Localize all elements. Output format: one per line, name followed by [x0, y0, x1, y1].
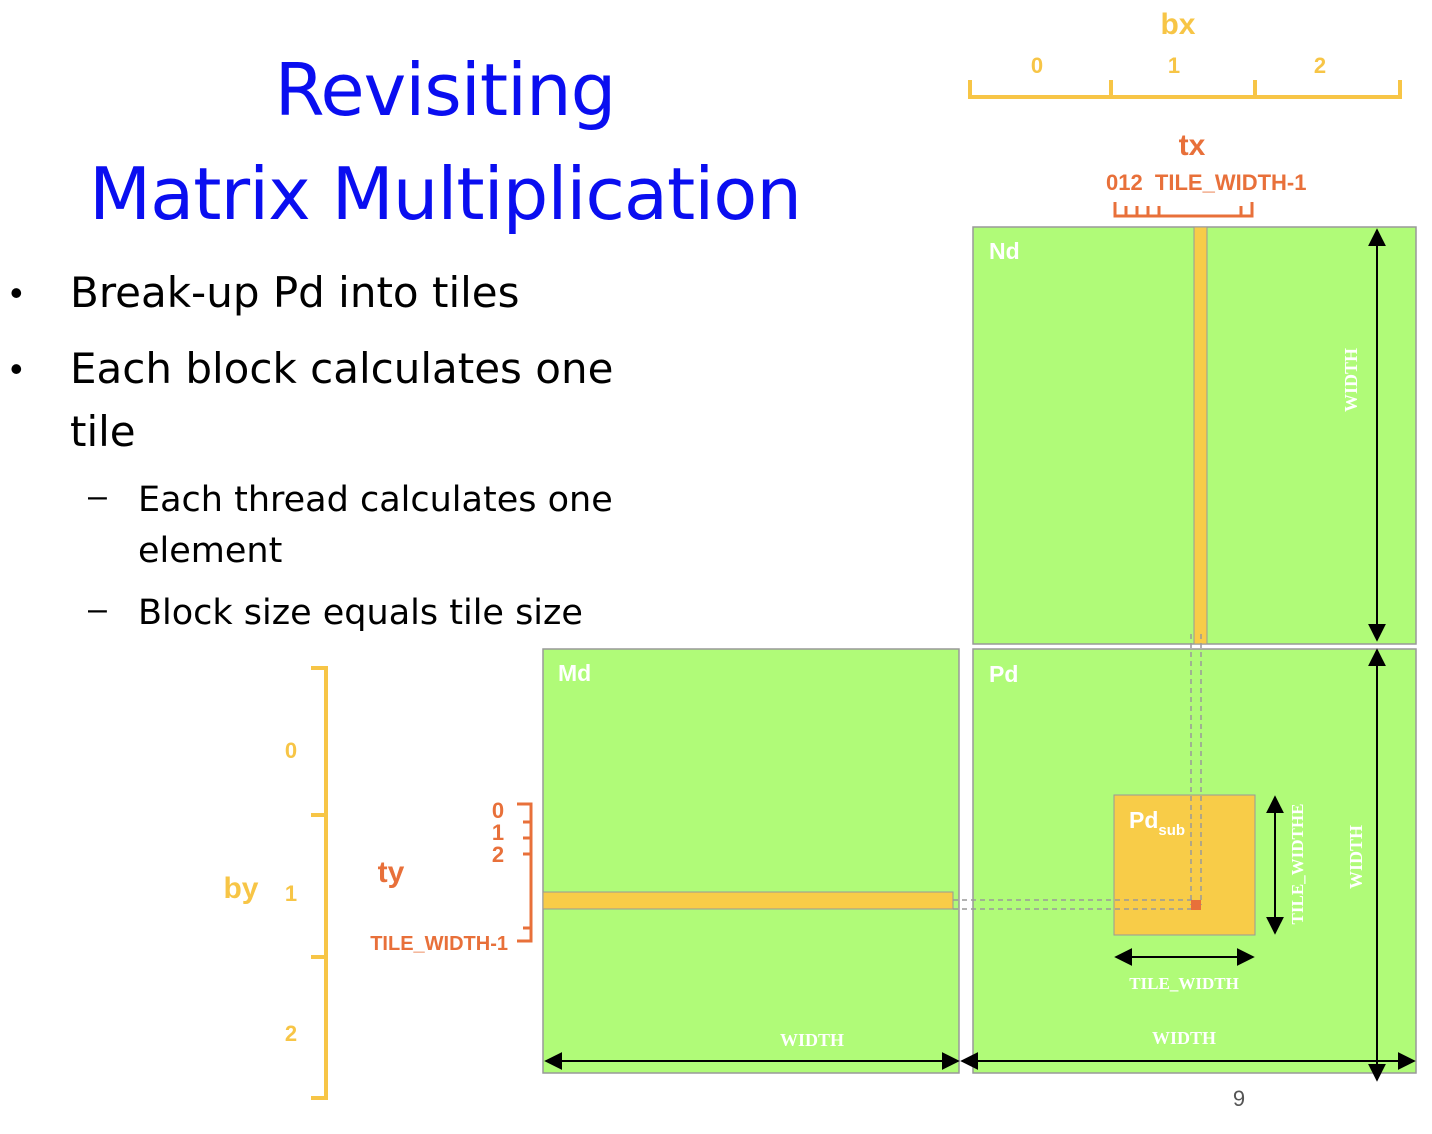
bullet-2-text-line1: Each block calculates one [70, 344, 614, 393]
md-width-label: WIDTH [779, 1030, 845, 1050]
ty-last-tick: TILE_WIDTH-1 [370, 933, 508, 955]
tx-bracket [1115, 202, 1252, 216]
by-tick-2: 2 [284, 1021, 298, 1046]
bullet-2-text-line2: tile [70, 407, 136, 456]
pdsub-label-main: Pd [1129, 807, 1159, 833]
nd-column-strip [1194, 227, 1207, 644]
tx-label: tx [1178, 129, 1206, 162]
bx-tick-2: 2 [1313, 53, 1327, 78]
md-row-strip [543, 892, 953, 909]
pd-label: Pd [989, 661, 1019, 687]
bx-tick-0: 0 [1030, 53, 1044, 78]
bx-tick-1: 1 [1167, 53, 1181, 78]
slide-title-line2: Matrix Multiplication [89, 152, 801, 236]
md-matrix [543, 649, 959, 1073]
pd-element-marker [1191, 900, 1201, 910]
bullet-marker: • [10, 272, 23, 313]
bx-bracket [970, 80, 1400, 97]
ty-tick-2: 2 [491, 842, 505, 867]
bullet-1-text: Break-up Pd into tiles [70, 268, 520, 317]
sub-bullet-marker: – [88, 477, 107, 515]
slide-title-line1: Revisiting [274, 48, 616, 132]
tile-width-label: TILE_WIDTH [1129, 974, 1239, 993]
pdsub-label-sub: sub [1158, 822, 1186, 839]
ty-label: ty [377, 856, 405, 889]
tx-ticks: 012 TILE_WIDTH-1 [1106, 170, 1307, 195]
sub-bullet-1-text-line1: Each thread calculates one [138, 480, 613, 520]
pd-height-label: WIDTH [1346, 824, 1366, 890]
ty-tick-0: 0 [491, 798, 505, 823]
sub-bullet-marker: – [88, 590, 107, 628]
nd-label: Nd [989, 238, 1020, 264]
ty-tick-1: 1 [491, 820, 505, 845]
ty-bracket [517, 804, 531, 941]
slide-number: 9 [1232, 1086, 1246, 1111]
by-tick-0: 0 [284, 738, 298, 763]
bx-label: bx [1160, 8, 1196, 41]
by-bracket [311, 668, 326, 1098]
by-label: by [223, 872, 259, 905]
md-label: Md [558, 660, 592, 686]
sub-bullet-1-text-line2: element [138, 531, 283, 571]
bullet-marker: • [10, 348, 23, 389]
sub-bullet-2-text: Block size equals tile size [138, 593, 583, 633]
by-tick-1: 1 [284, 881, 298, 906]
pd-width-label: WIDTH [1151, 1028, 1217, 1048]
nd-width-label: WIDTH [1341, 347, 1361, 413]
tile-widthe-label: TILE_WIDTHE [1288, 803, 1307, 925]
